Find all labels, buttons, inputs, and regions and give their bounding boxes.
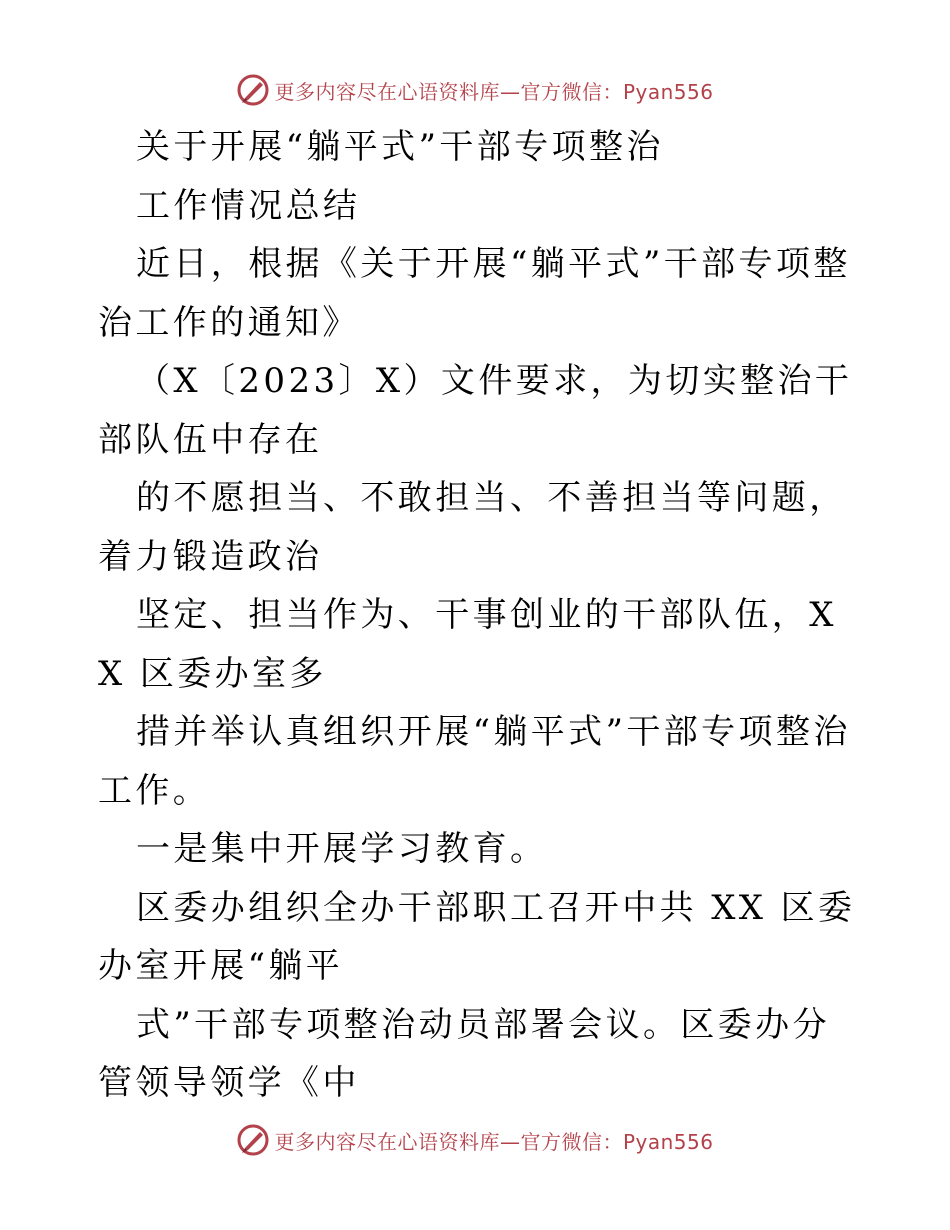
- doc-paragraph: 的不愿担当、不敢担当、不善担当等问题，着力锻造政治: [98, 478, 847, 577]
- document-body: [98, 118, 858, 1113]
- watermark-wechat: 官方微信：Pyan556: [520, 79, 714, 104]
- footer-watermark: [0, 1120, 950, 1160]
- watermark-wechat: 官方微信：Pyan556: [520, 1129, 714, 1154]
- doc-title: 关于开展“躺平式”干部专项整治: [136, 127, 664, 167]
- doc-paragraph: 措并举认真组织开展“躺平式”干部专项整治工作。: [98, 712, 851, 811]
- quill-logo-icon: [236, 1123, 270, 1157]
- quill-logo-icon: [236, 73, 270, 107]
- doc-paragraph: 区委办组织全办干部职工召开中共 XX 区委办室开展“躺平: [98, 887, 856, 986]
- header-watermark: [0, 70, 950, 110]
- doc-section-heading: 一是集中开展学习教育。: [136, 829, 548, 869]
- watermark-text: 更多内容尽在心语资料库—: [274, 79, 521, 104]
- doc-paragraph: 式”干部专项整治动员部署会议。区委办分管领导领学《中: [98, 1004, 830, 1103]
- watermark-text: 更多内容尽在心语资料库—: [274, 1129, 521, 1154]
- doc-paragraph: （X〔2023〕X）文件要求，为切实整治干部队伍中存在: [98, 361, 853, 460]
- doc-paragraph: 坚定、担当作为、干事创业的干部队伍，XX 区委办室多: [98, 595, 837, 694]
- doc-paragraph: 近日，根据《关于开展“躺平式”干部专项整治工作的通知》: [98, 244, 851, 343]
- doc-subtitle: 工作情况总结: [136, 185, 361, 226]
